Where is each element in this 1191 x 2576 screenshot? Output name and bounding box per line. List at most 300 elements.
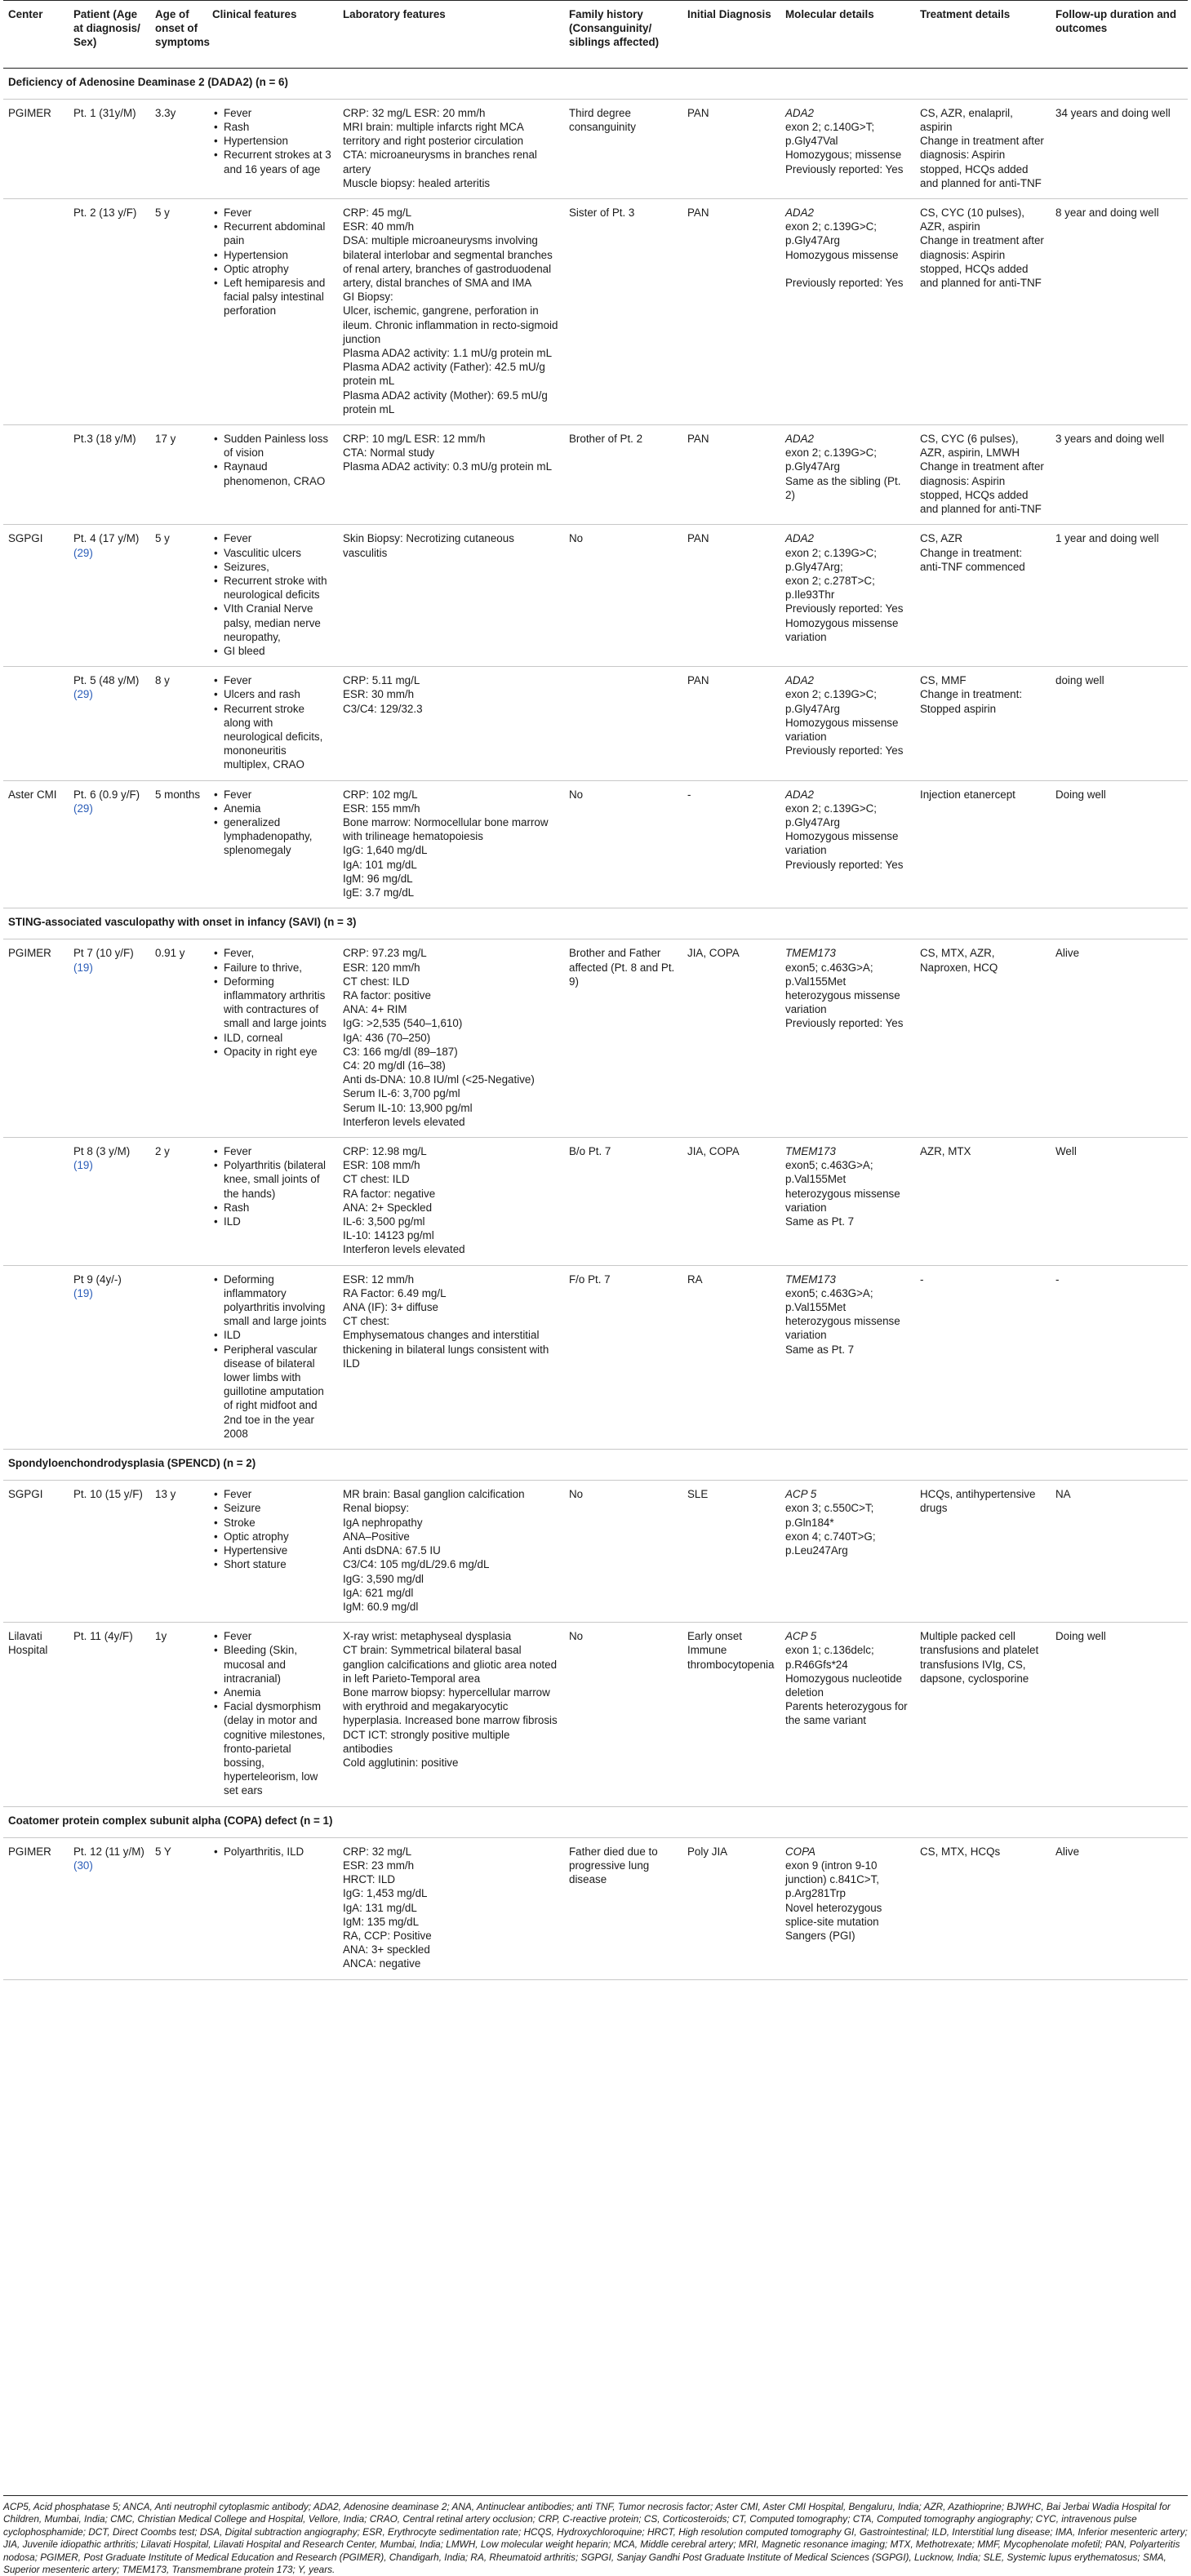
clinical-item: • Raynaud phenomenon, CRAO [224, 460, 333, 487]
cell-patient [69, 939, 150, 1138]
header-diagnosis: Initial Diagnosis [682, 1, 780, 69]
lab-item: Anti ds-DNA: 10.8 IU/ml (<25-Negative) [343, 1073, 535, 1086]
lab-item: CT chest: [343, 1315, 390, 1328]
molecular-item: exon 2; c.139G>C; p.Gly47Arg [785, 446, 878, 473]
cell-center: PGIMER [3, 1837, 69, 1979]
cell-clinical [207, 780, 338, 908]
lab-item: Serum IL-10: 13,900 pg/ml [343, 1101, 473, 1114]
clinical-list [212, 788, 333, 858]
lab-item: Muscle biopsy: healed arteritis [343, 176, 491, 189]
clinical-item: • ILD, corneal [224, 1031, 333, 1045]
header-patient: Patient (Age at diagnosis/ Sex) [69, 1, 150, 69]
cell-molecular [780, 667, 915, 780]
gene-name: ADA2 [785, 207, 814, 220]
cell-onset: 17 y [150, 425, 207, 525]
cell-center: SGPGI [3, 1481, 69, 1623]
cell-molecular [780, 525, 915, 667]
cell-lab [338, 99, 564, 198]
clinical-item: • Hypertensive [224, 1543, 333, 1557]
clinical-item: • Bleeding (Skin, mucosal and intracranial) [224, 1643, 333, 1686]
lab-item: IgG: 1,453 mg/dL [343, 1887, 428, 1900]
lab-item: C3/C4: 105 mg/dL/29.6 mg/dL [343, 1558, 490, 1571]
lab-item: ANA–Positive [343, 1530, 410, 1543]
clinical-item: • Deforming inflammatory arthritis with contractures of small and large joints [224, 975, 333, 1031]
clinical-item: • Fever [224, 531, 333, 545]
clinical-item: • Optic atrophy [224, 1530, 333, 1543]
lab-item: Plasma ADA2 activity: 0.3 mU/g protein mL [343, 460, 553, 473]
lab-item: C4: 20 mg/dl (16–38) [343, 1059, 446, 1072]
molecular-item: exon 3; c.550C>T; p.Gln184* [785, 1502, 874, 1529]
cell-center [3, 425, 69, 525]
cell-clinical [207, 939, 338, 1138]
cell-lab [338, 1837, 564, 1979]
patient-id: Pt. 12 (11 y/M) [73, 1845, 144, 1858]
header-lab: Laboratory features [338, 1, 564, 69]
section-row [3, 68, 1188, 99]
clinical-list [212, 1845, 333, 1859]
clinical-list [212, 531, 333, 658]
lab-item: MRI brain: multiple infarcts right MCA territory and right posterior circulation [343, 121, 524, 148]
cell-family: No [564, 1623, 682, 1806]
gene-name: ADA2 [785, 788, 814, 801]
treatment-item: CS, CYC (10 pulses), AZR, aspirin [920, 207, 1024, 233]
treatment-item: Change in treatment after diagnosis: Aspirin stopped, HCQs added and planned for anti-TNF [920, 234, 1044, 290]
header-followup: Follow-up duration and outcomes [1051, 1, 1188, 69]
cell-patient [69, 1623, 150, 1806]
molecular-item: Same as Pt. 7 [785, 1343, 855, 1356]
clinical-item: • GI bleed [224, 644, 333, 658]
lab-item: CRP: 32 mg/L [343, 1845, 412, 1858]
patient-id: Pt. 6 (0.9 y/F) [73, 788, 140, 801]
cell-family: Brother and Father affected (Pt. 8 and Pt. 9) [564, 939, 682, 1138]
cell-onset: 3.3y [150, 99, 207, 198]
cell-diagnosis: PAN [682, 199, 780, 425]
cell-clinical [207, 1623, 338, 1806]
molecular-item: Homozygous; missense [785, 149, 902, 162]
gene-name: ACP 5 [785, 1488, 817, 1501]
cell-treatment [915, 1837, 1051, 1979]
lab-item: CRP: 45 mg/L [343, 207, 412, 220]
cell-patient [69, 1265, 150, 1449]
molecular-item: exon 4; c.740T>G; p.Leu247Arg [785, 1530, 876, 1557]
cell-molecular [780, 99, 915, 198]
cell-diagnosis: JIA, COPA [682, 939, 780, 1138]
header-row [3, 1, 1188, 69]
molecular-item: exon5; c.463G>A; p.Val155Met heterozygous missense variation [785, 961, 900, 1016]
reference-link[interactable]: (29) [73, 802, 93, 815]
molecular-item: exon5; c.463G>A; p.Val155Met heterozygous missense variation [785, 1286, 900, 1342]
cell-diagnosis: PAN [682, 425, 780, 525]
treatment-item: Change in treatment after diagnosis: Aspirin stopped, HCQs added and planned for anti-TNF [920, 460, 1044, 516]
cell-center: PGIMER [3, 939, 69, 1138]
lab-item: MR brain: Basal ganglion calcification [343, 1488, 525, 1501]
table-row [3, 525, 1188, 667]
cell-treatment [915, 667, 1051, 780]
lab-item: IL-10: 14123 pg/ml [343, 1229, 434, 1242]
reference-link[interactable]: (29) [73, 546, 93, 559]
patient-id: Pt.3 (18 y/M) [73, 433, 136, 446]
clinical-item: • Fever [224, 1487, 333, 1501]
lab-item: Bone marrow biopsy: hypercellular marrow with erythroid and megakaryocytic hyperplasia. Increased bone marrow fibrosis [343, 1686, 558, 1727]
reference-link[interactable]: (19) [73, 1159, 93, 1172]
cell-followup: Well [1051, 1138, 1188, 1266]
lab-item: CRP: 32 mg/L ESR: 20 mm/h [343, 106, 486, 119]
cell-clinical [207, 99, 338, 198]
cell-followup: NA [1051, 1481, 1188, 1623]
patient-id: Pt. 2 (13 y/F) [73, 207, 137, 220]
lab-item: ESR: 108 mm/h [343, 1159, 420, 1172]
lab-item: Plasma ADA2 activity (Mother): 69.5 mU/g protein mL [343, 389, 548, 415]
patient-id: Pt 8 (3 y/M) [73, 1145, 131, 1158]
cell-center [3, 1265, 69, 1449]
molecular-item: Same as the sibling (Pt. 2) [785, 474, 901, 501]
clinical-item: • Recurrent abdominal pain [224, 220, 333, 247]
section-row [3, 1450, 1188, 1481]
lab-item: ESR: 120 mm/h [343, 961, 420, 974]
clinical-item: • VIth Cranial Nerve palsy, median nerve neuropathy, [224, 602, 333, 644]
lab-item: Emphysematous changes and interstitial thickening in bilateral lungs consistent with ILD [343, 1329, 549, 1370]
lab-item: Anti dsDNA: 67.5 IU [343, 1544, 441, 1557]
cell-molecular [780, 1623, 915, 1806]
patient-id: Pt. 5 (48 y/M) [73, 674, 140, 687]
treatment-item: AZR, MTX [920, 1145, 971, 1158]
cell-center [3, 667, 69, 780]
clinical-item: • Optic atrophy [224, 262, 333, 276]
clinical-item: • Fever [224, 788, 333, 802]
cell-diagnosis: - [682, 780, 780, 908]
clinical-item: • Fever, [224, 946, 333, 960]
clinical-item: • Failure to thrive, [224, 961, 333, 975]
clinical-list [212, 206, 333, 318]
lab-item: Renal biopsy: [343, 1502, 410, 1515]
lab-item: ANA: 2+ Speckled [343, 1201, 433, 1214]
header-molecular: Molecular details [780, 1, 915, 69]
clinical-item: • Fever [224, 206, 333, 220]
cell-molecular [780, 199, 915, 425]
cell-diagnosis: SLE [682, 1481, 780, 1623]
patient-id: Pt. 1 (31y/M) [73, 106, 136, 119]
header-clinical: Clinical features [207, 1, 338, 69]
lab-item: IgA: 621 mg/dl [343, 1586, 414, 1599]
treatment-item: CS, MMF [920, 674, 967, 687]
section-title: Spondyloenchondrodysplasia (SPENCD) (n = 2) [3, 1450, 1188, 1481]
cell-patient [69, 425, 150, 525]
clinical-item: • Fever [224, 1144, 333, 1158]
lab-item: RA factor: negative [343, 1187, 436, 1200]
molecular-item: Novel heterozygous splice-site mutation Sangers (PGI) [785, 1901, 882, 1942]
table-row [3, 1138, 1188, 1266]
molecular-item: Parents heterozygous for the same variant [785, 1700, 908, 1727]
lab-item: ANA (IF): 3+ diffuse [343, 1301, 438, 1314]
molecular-item [785, 262, 910, 276]
patient-id: Pt. 10 (15 y/F) [73, 1488, 143, 1501]
table-row [3, 939, 1188, 1138]
clinical-item: • Fever [224, 106, 333, 120]
lab-item: ESR: 30 mm/h [343, 688, 415, 701]
lab-item: IgG: >2,535 (540–1,610) [343, 1017, 463, 1030]
header-onset: Age of onset of symptoms [150, 1, 207, 69]
cell-treatment [915, 1138, 1051, 1266]
cell-onset: 0.91 y [150, 939, 207, 1138]
treatment-item: Change in treatment after diagnosis: Aspirin stopped, HCQs added and planned for anti-TNF [920, 135, 1044, 189]
header-family: Family history (Consanguinity/ siblings affected) [564, 1, 682, 69]
clinical-list [212, 673, 333, 771]
table-row [3, 667, 1188, 780]
molecular-item: Same as Pt. 7 [785, 1215, 855, 1228]
lab-item: Skin Biopsy: Necrotizing cutaneous vasculitis [343, 532, 514, 559]
cell-family [564, 667, 682, 780]
clinical-item: • ILD [224, 1215, 333, 1228]
molecular-item: Homozygous nucleotide deletion [785, 1672, 902, 1699]
table-row [3, 1837, 1188, 1979]
lab-item: ESR: 23 mm/h [343, 1859, 415, 1872]
lab-item: CRP: 97.23 mg/L [343, 947, 427, 960]
lab-item: Interferon levels elevated [343, 1243, 465, 1256]
cell-lab [338, 1265, 564, 1449]
clinical-item: • Fever [224, 673, 333, 687]
cell-lab [338, 939, 564, 1138]
cell-onset: 5 y [150, 199, 207, 425]
cell-treatment [915, 425, 1051, 525]
lab-item: Interferon levels elevated [343, 1115, 465, 1128]
reference-link[interactable]: (29) [73, 688, 93, 701]
lab-item: CT chest: ILD [343, 975, 410, 988]
treatment-item: Change in treatment: Stopped aspirin [920, 688, 1023, 715]
lab-item: CTA: microaneurysms in branches renal artery [343, 149, 537, 175]
gene-name: ADA2 [785, 106, 814, 119]
cell-treatment [915, 99, 1051, 198]
clinical-item: • Facial dysmorphism (delay in motor and cognitive milestones, fronto-parietal bossing, hyperteleorism, low set ears [224, 1699, 333, 1797]
lab-item: X-ray wrist: metaphyseal dysplasia [343, 1630, 512, 1643]
lab-item: C3/C4: 129/32.3 [343, 702, 423, 715]
clinical-item: • Hypertension [224, 134, 333, 148]
lab-item: RA Factor: 6.49 mg/L [343, 1286, 447, 1299]
cell-molecular [780, 1481, 915, 1623]
molecular-item: Previously reported: Yes [785, 858, 904, 871]
cell-family: Sister of Pt. 3 [564, 199, 682, 425]
cell-patient [69, 525, 150, 667]
lab-item: DCT ICT: strongly positive multiple antibodies [343, 1728, 510, 1755]
molecular-item: exon5; c.463G>A; p.Val155Met heterozygous missense variation [785, 1159, 900, 1214]
cell-diagnosis: PAN [682, 525, 780, 667]
table-row [3, 425, 1188, 525]
cell-diagnosis: JIA, COPA [682, 1138, 780, 1266]
cell-diagnosis: PAN [682, 99, 780, 198]
lab-item: IgE: 3.7 mg/dL [343, 886, 415, 899]
cell-center [3, 199, 69, 425]
treatment-item: CS, MTX, HCQs [920, 1845, 1001, 1858]
section-row [3, 908, 1188, 939]
clinical-item: • Opacity in right eye [224, 1045, 333, 1059]
cell-center: Aster CMI [3, 780, 69, 908]
table-row [3, 780, 1188, 908]
clinical-item: • Sudden Painless loss of vision [224, 432, 333, 460]
cell-onset: 5 y [150, 525, 207, 667]
clinical-item: • Peripheral vascular disease of bilateral lower limbs with guillotine amputation of right midfoot and 2nd toe in the year 2008 [224, 1343, 333, 1441]
clinical-list [212, 1487, 333, 1571]
cell-family: Third degree consanguinity [564, 99, 682, 198]
clinical-item: • Recurrent strokes at 3 and 16 years of age [224, 148, 333, 175]
lab-item: IgG: 3,590 mg/dl [343, 1572, 424, 1585]
clinical-item: • Vasculitic ulcers [224, 546, 333, 560]
cell-followup: 3 years and doing well [1051, 425, 1188, 525]
clinical-list [212, 1272, 333, 1441]
lab-item: HRCT: ILD [343, 1873, 395, 1886]
gene-name: TMEM173 [785, 1145, 836, 1158]
clinical-table [3, 0, 1188, 1980]
cell-molecular [780, 939, 915, 1138]
table-row [3, 1265, 1188, 1449]
clinical-item: • Rash [224, 1201, 333, 1215]
cell-lab [338, 1138, 564, 1266]
cell-onset [150, 1265, 207, 1449]
gene-name: COPA [785, 1845, 815, 1858]
clinical-item: • Recurrent stroke along with neurological deficits, mononeuritis multiplex, CRAO [224, 702, 333, 772]
clinical-item: • Stroke [224, 1516, 333, 1530]
cell-followup: Doing well [1051, 1623, 1188, 1806]
table-row [3, 1481, 1188, 1623]
lab-item: CRP: 10 mg/L ESR: 12 mm/h [343, 433, 486, 446]
clinical-item: • Polyarthritis, ILD [224, 1845, 333, 1859]
cell-diagnosis: RA [682, 1265, 780, 1449]
cell-followup: doing well [1051, 667, 1188, 780]
molecular-item: exon 1; c.136delc; p.R46Gfs*24 [785, 1644, 874, 1671]
clinical-item: • Rash [224, 120, 333, 134]
reference-link[interactable]: (30) [73, 1859, 93, 1872]
molecular-item: Homozygous missense [785, 248, 899, 261]
reference-link[interactable]: (19) [73, 961, 93, 974]
cell-family: Brother of Pt. 2 [564, 425, 682, 525]
molecular-item: Previously reported: Yes [785, 602, 904, 615]
cell-molecular [780, 780, 915, 908]
cell-diagnosis: PAN [682, 667, 780, 780]
molecular-item: exon 2; c.278T>C; p.Ile93Thr [785, 574, 875, 602]
cell-treatment [915, 780, 1051, 908]
lab-item: IgM: 96 mg/dL [343, 872, 413, 885]
section-title: STING-associated vasculopathy with onset in infancy (SAVI) (n = 3) [3, 908, 1188, 939]
treatment-item: CS, AZR, enalapril, aspirin [920, 106, 1013, 134]
clinical-item: • Fever [224, 1629, 333, 1643]
cell-treatment [915, 1481, 1051, 1623]
table-body [3, 68, 1188, 1979]
patient-id: Pt 7 (10 y/F) [73, 947, 134, 960]
cell-lab [338, 425, 564, 525]
molecular-item: Homozygous missense variation [785, 616, 899, 643]
treatment-item: Multiple packed cell transfusions and platelet transfusions IVIg, CS, dapsone, cyclosporine [920, 1630, 1039, 1685]
gene-name: ADA2 [785, 532, 814, 545]
molecular-item: exon 2; c.139G>C; p.Gly47Arg [785, 688, 878, 715]
cell-clinical [207, 1837, 338, 1979]
table-footnote: ACP5, Acid phosphatase 5; ANCA, Anti neutrophil cytoplasmic antibody; ADA2, Adenosine deaminase 2; ANA, Antinuclear antibodies; anti TNF, Tumor necrosis factor; Aster CMI, Aster CMI Hospital, Bengaluru, India; AZR, Azathioprine; BJWHC, Bai Jerbai Wadia Hospital for Children, Mumbai, India; CMC, Christian Medical College and Hospital, Vellore, India; CRAO, Central retinal artery occlusion; CRP, C-reactive protein; CS, Corticosteroids; CT, Computed tomography; CTA, Computed tomography angiography; CYC, intravenous pulse cyclophosphamide; DCT, Direct Coombs test; DSA, Digital subtraction angiography; ESR, Erythrocyte sedimentation rate; HCQS, Hydroxychloroquine; HRCT, High resolution computed tomography GI, Gastrointestinal; ILD, Interstitial lung disease; IMA, Inferior mesenteric artery; JIA, Juvenile idiopathic arthritis; Lilavati Hospital, Lilavati Hospital and Research Center, Mumbai, India; LMWH, Low molecular weight heparin; MCA, Middle cerebral artery; MRI, Magnetic resonance imaging; MTX, Methotrexate; MMF, Mycophenolate mofetil; PAN, Polyarteritis nodosa; PGIMER, Post Graduate Institute of Medical Education and Research (PGIMER), Chandigarh, India; RA, Rheumatoid arthritis; SGPGI, Sanjay Gandhi Post Graduate Institute of Medical Sciences (SGPGI), Lucknow, India; SLE, Systemic lupus erythematosus; SMA, Superior mesenteric artery; TMEM173, Transmembrane protein 173; Y, years. [3, 2495, 1188, 2576]
lab-item: CRP: 102 mg/L [343, 788, 418, 801]
reference-link[interactable]: (19) [73, 1286, 93, 1299]
patient-id: Pt. 11 (4y/F) [73, 1630, 133, 1643]
cell-followup: Alive [1051, 939, 1188, 1138]
cell-clinical [207, 1138, 338, 1266]
lab-item: Cold agglutinin: positive [343, 1756, 459, 1769]
cell-molecular [780, 1138, 915, 1266]
lab-item: ANA: 3+ speckled [343, 1943, 430, 1956]
table-row [3, 1623, 1188, 1806]
molecular-item: exon 2; c.140G>T; p.Gly47Val [785, 121, 875, 148]
cell-diagnosis: Poly JIA [682, 1837, 780, 1979]
cell-family: Father died due to progressive lung disease [564, 1837, 682, 1979]
cell-patient [69, 667, 150, 780]
cell-center [3, 1138, 69, 1266]
header-treatment: Treatment details [915, 1, 1051, 69]
lab-item: IgG: 1,640 mg/dL [343, 844, 428, 857]
patient-id: Pt. 4 (17 y/M) [73, 532, 140, 545]
treatment-item: - [920, 1272, 924, 1286]
clinical-item: • Ulcers and rash [224, 687, 333, 701]
lab-item: Plasma ADA2 activity (Father): 42.5 mU/g protein mL [343, 361, 545, 388]
lab-item: ESR: 12 mm/h [343, 1272, 415, 1286]
cell-clinical [207, 1481, 338, 1623]
lab-item: CT brain: Symmetrical bilateral basal ganglion calcifications and gliotic area noted in left Parieto-Temporal area [343, 1644, 558, 1685]
cell-family: No [564, 780, 682, 908]
cell-treatment [915, 525, 1051, 667]
lab-item: GI Biopsy: [343, 291, 393, 304]
molecular-item: exon 2; c.139G>C; p.Gly47Arg [785, 220, 878, 247]
cell-center: PGIMER [3, 99, 69, 198]
section-title: Coatomer protein complex subunit alpha (COPA) defect (n = 1) [3, 1806, 1188, 1837]
section-row [3, 1806, 1188, 1837]
treatment-item: Injection etanercept [920, 788, 1015, 801]
cell-center: Lilavati Hospital [3, 1623, 69, 1806]
lab-item: ESR: 40 mm/h [343, 220, 415, 233]
treatment-item: Change in treatment: anti-TNF commenced [920, 546, 1025, 573]
cell-treatment [915, 1623, 1051, 1806]
clinical-list [212, 1144, 333, 1228]
cell-clinical [207, 425, 338, 525]
cell-followup: 34 years and doing well [1051, 99, 1188, 198]
lab-item: IgA nephropathy [343, 1516, 423, 1529]
clinical-item: • Anemia [224, 802, 333, 815]
gene-name: ADA2 [785, 674, 814, 687]
lab-item: CT chest: ILD [343, 1173, 410, 1186]
cell-patient [69, 1481, 150, 1623]
cell-lab [338, 199, 564, 425]
gene-name: ADA2 [785, 433, 814, 446]
gene-name: TMEM173 [785, 1272, 836, 1286]
cell-patient [69, 199, 150, 425]
cell-onset: 8 y [150, 667, 207, 780]
lab-item: ANCA: negative [343, 1957, 421, 1970]
molecular-item: Previously reported: Yes [785, 162, 904, 175]
lab-item: RA, CCP: Positive [343, 1929, 432, 1942]
cell-lab [338, 1623, 564, 1806]
cell-lab [338, 1481, 564, 1623]
lab-item: IgA: 101 mg/dL [343, 858, 417, 871]
cell-clinical [207, 525, 338, 667]
clinical-item: • Polyarthritis (bilateral knee, small joints of the hands) [224, 1158, 333, 1201]
clinical-item: • Seizure [224, 1501, 333, 1515]
cell-family: No [564, 1481, 682, 1623]
lab-item: CRP: 12.98 mg/L [343, 1145, 427, 1158]
cell-lab [338, 525, 564, 667]
lab-item: ESR: 155 mm/h [343, 802, 420, 815]
molecular-item: Previously reported: Yes [785, 277, 904, 290]
clinical-item: • Anemia [224, 1686, 333, 1699]
cell-onset: 5 Y [150, 1837, 207, 1979]
clinical-list [212, 432, 333, 488]
lab-item: IgM: 60.9 mg/dl [343, 1600, 419, 1613]
cell-followup: Doing well [1051, 780, 1188, 908]
clinical-item: • Left hemiparesis and facial palsy intestinal perforation [224, 276, 333, 318]
treatment-item: CS, AZR [920, 532, 963, 545]
cell-family: B/o Pt. 7 [564, 1138, 682, 1266]
lab-item: RA factor: positive [343, 988, 431, 1002]
